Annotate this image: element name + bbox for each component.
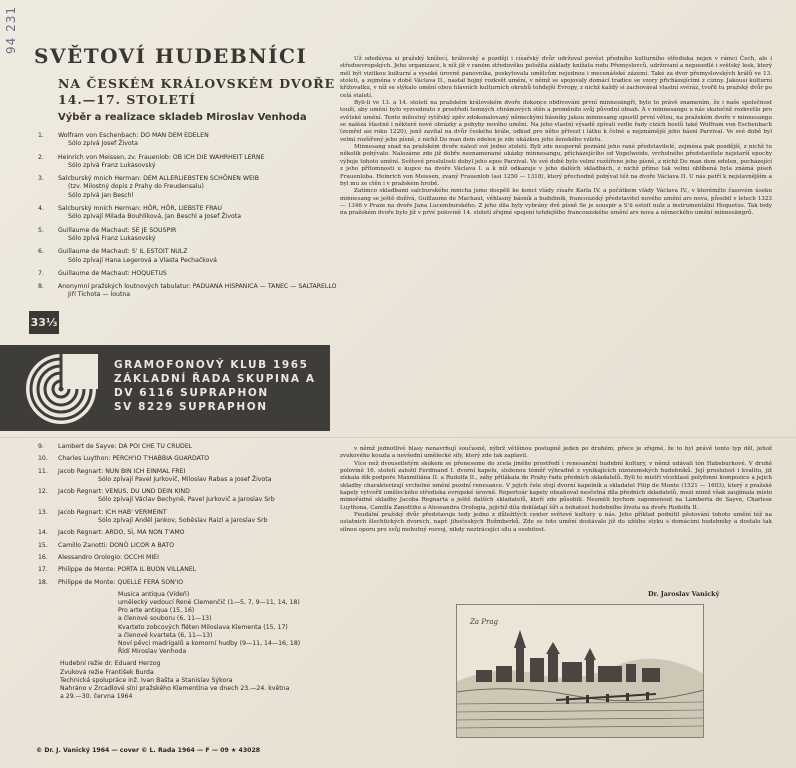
track-item: [38, 175, 338, 200]
track-item: [38, 443, 338, 451]
track-item: [38, 248, 338, 265]
track-title: Charles Luython: PERCH'IO T'HABBIA GUARDATO: [58, 455, 210, 463]
track-number: 16.: [38, 553, 48, 561]
track-performer: Sólo zpívá Jan Beschl: [68, 191, 134, 199]
essay-paragraph: Zatímco skladbami salcburského mnicha jsme dospěli ke konci vlády císaře Karla IV. a počátkem vlády Václava IV., v kterémžto časovém úseku minnesang se ještě dožívá, Guillaume de Machaut, věhlasný básník a hudebník, francouzský představitel nového umění ars nova, působil v letech 1323 — 1346 v Praze na dvoře Jana Lucemburského. Z jeho díla byly vybrány dvě písně Se je souspir a S'il estoit nulz a instrumentální Hoquetus. Tak tedy na pražském dvoře bylo již v prvé polovině 14. století zřejmé spojení tehdejšího francouzského umění ars nova a německého umění minnesängrů.: [340, 188, 772, 217]
track-details: [58, 455, 338, 463]
track-performer: Sólo zpívají Hana Legerová a Vlasta Pechačková: [68, 256, 217, 264]
selection-credit: Výběr a realizace skladeb Miroslav Venhoda: [58, 112, 307, 123]
performer-line: Řídí Miroslav Venhoda: [118, 648, 187, 656]
track-title: Alessandro Orologio: OCCHI MIEI: [58, 553, 159, 561]
production-credits: [38, 660, 338, 701]
track-performer: Sólo zpívají Anděl Jankov, Soběslav Raizl a Jaroslav Srb: [98, 517, 268, 525]
performers-list: [38, 591, 338, 657]
track-number: 5.: [38, 226, 44, 234]
track-details: [58, 542, 338, 550]
track-item: [38, 542, 338, 550]
track-number: 3.: [38, 175, 44, 183]
credit-line: a 29.—30. června 1964: [60, 693, 133, 701]
track-details: [58, 248, 338, 265]
track-title: Philippe de Monte: PORTA IL BUON VILLANEL: [58, 566, 197, 574]
track-title: Jacob Regnart: NUN BIN ICH EINMAL FREI: [58, 467, 186, 475]
author-signature: Dr. Jaroslav Vanický: [648, 590, 720, 598]
track-item: [38, 488, 338, 505]
track-number: 10.: [38, 455, 48, 463]
track-title: Guillaume de Machaut: S' IL ESTOIT NULZ: [58, 248, 188, 256]
track-title: Jacob Regnart: VENUS, DU UND DEIN KIND: [58, 488, 190, 496]
essay-paragraph: Byli-li ve 13. a 14. století na pražském královském dvoře dokonce obdivováni první minnesängři, bylo to právě znamením, že i naše společnost touží, aby umění bylo vyzvednuto z prostředí temných chrámových stěn a proměnilo svůj původní obsah. A v minnesangu u nás skutečně rozkvetlo pro světské umění. Tento milostný rytířský zpěv zdokonalovaný německými básníky jakou minnesang opustil první větou, na pražském dvoře v minnesangu se nalézá šťastně i některé nové obrázky a pohyby nového umění. Na jeho vlastní výsadě zpívali vedle řady cizích hostů také Wolfram von Eschenbach (zemřel asi roku 1220), jenž zavítal na dvůr českého krále, odkud pro něho přivezl i látku k čelné a nejznámější jeho básni Parzival. Ve své době byl velmi rozšířený jeho písně, z nichž Do man dem edelen je zde ukázkou jeho ženského vzletu.: [340, 100, 772, 143]
performer-line: Pro arte antiqua (15, 16): [118, 607, 195, 615]
club-line-2: ZÁKLADNÍ ŘADA SKUPINA A: [114, 373, 316, 385]
performer-line: Kvarteto zobcových fléten Miloslava Klementa (15, 17): [118, 623, 288, 631]
album-title: SVĚTOVÍ HUDEBNÍCI: [34, 44, 308, 68]
rpm-badge: 33⅓: [29, 311, 59, 334]
essay-paragraph: v němž jednotlivé hlasy nenavrhují současně, nýbrž většinou postupně jeden po druhém, přece je zřejmé, že to byl právě tento typ děl, jehož zvukového kouzla a nevšední umělecké síly, který zde tak zaplavil.: [340, 446, 772, 460]
track-performer: Sólo zpívá Franz Lukasovský: [68, 161, 156, 169]
track-details: [58, 468, 338, 485]
track-number: 2.: [38, 153, 44, 161]
track-number: 1.: [38, 132, 44, 139]
track-details: [58, 270, 338, 278]
track-number: 13.: [38, 508, 48, 516]
track-item: [38, 227, 338, 244]
track-item: [38, 554, 338, 562]
track-details: [58, 175, 338, 200]
track-performer: Sólo zpívají Pavel Jurkovič, Miloslav Rabas a Josef Života: [98, 475, 272, 483]
track-details: [58, 443, 338, 451]
track-item: [38, 270, 338, 278]
track-details: [58, 509, 338, 526]
pencil-note: 94 231: [4, 6, 18, 54]
credit-line: Nahráno v Zrcadlové síni pražského Klementina ve dnech 23.—24. května: [60, 685, 290, 693]
track-performer: Sólo zpívají Václav Bechyně, Pavel Jurkovič a Jaroslav Srb: [98, 496, 275, 504]
track-title: Guillaume de Machaut: SE JE SOUSPIR: [58, 226, 177, 234]
club-line-4: SV 8229 SUPRAPHON: [114, 401, 268, 413]
copyright-text: © Dr. J. Vanický 1964 — cover © L. Rada 1964 — F — 09 ★ 43028: [36, 747, 261, 754]
side2-tracklist: [38, 443, 338, 702]
club-line-3: DV 6116 SUPRAPHON: [114, 387, 269, 399]
track-number: 9.: [38, 443, 44, 450]
track-details: [58, 132, 338, 149]
track-details: [58, 205, 338, 222]
track-title: Lambert de Sayve: DA POI CHE TU CRUDEL: [58, 443, 193, 450]
track-number: 8.: [38, 283, 44, 291]
subtitle-line-1: NA ČESKÉM KRÁLOVSKÉM DVOŘE: [58, 76, 336, 91]
essay-paragraph: Už odedávna si pražský knížecí, královský a později i císařský dvůr udržoval pověst předního kulturního střediska nejen v rámci Čech, ale i středoevropských. Jeho organizace, k níž již v raném středověku položila základy knížata rodu Přemyslovců, udržovaní a neposedlé i světský lesk, který měl být vizitkou kulturní a vysoké úrovně panovníka, poskytovala umělcům nejednou i mecenášské zázemí. Také za dvor přemyslovských králů ve 13. století, a zejména v době Václava II., nastal hojný rozkvět umění, v němž se spojovaly domácí tradice se vzory přicházejícími z ciziny. Jakousi kulturní křižovatku, v níž se stýkalo umění obou hlavních kulturních okruhů tehdejší Evropy, z nichž každý si zachovával vlastní svéráz, tvořil tu pražský dvůr po celá staletí.: [340, 56, 772, 99]
track-number: 7.: [38, 269, 44, 277]
track-title: Philippe de Monte: QUELLE FERA SON'IO: [58, 578, 184, 586]
track-number: 6.: [38, 248, 44, 256]
supraphon-logo-icon: [24, 352, 98, 426]
track-performer: Sólo zpívá Franz Lukasovský: [68, 234, 156, 242]
track-number: 15.: [38, 541, 48, 549]
track-title: Guillaume de Machaut: HOQUETUS: [58, 269, 167, 277]
track-performer: Sólo zpívá Josef Života: [68, 140, 138, 148]
footer-copyright: [36, 747, 756, 754]
performer-line: a členové souboru (6, 11—13): [118, 615, 212, 623]
track-performer: (tzv. Milostný dopis z Prahy do Freudensalu): [68, 183, 204, 191]
engraving-caption: Za Prag: [470, 618, 498, 626]
track-item: [38, 529, 338, 537]
track-item: [38, 283, 338, 300]
track-title: Salcburský mnich Herman: DEM ALLERLIEBSTEN SCHÖNEN WEIB: [58, 175, 259, 183]
track-details: [58, 579, 338, 587]
performer-line: Noví pěvci madrigalů a komorní hudby (9—11, 14—16, 18): [118, 640, 301, 648]
track-details: [58, 529, 338, 537]
track-number: 4.: [38, 205, 44, 213]
essay-paragraph: Minnesang snad na pražském dvoře nalezl své jedno století. Byli zde nesporně poznáni jeho rané představitelé, zejména pak pozdější, z nichž tu několik pobývalo. Nalezáme zde již dobře neznamenané ukázky minnesangu, přicházejícího od Vogelweide, vrcholného představitele nejstarší epochy výboje tohoto umění. Světové proslulosti dobyl jeho epos Parzival. Ve své době bylo velmi rozšířeno jeho písně, z nichž Do man dem edelen, pocházející z jeho přítomnosti u kupce na dvoře Václava I. a k níž odkazuje v jeho dalších skladbách, z nichž přímo tak velmi oblíbená byla známá píseň Frauenloba. Heinrich von Meissen, zvaný Frauenlob (asi 1250 — 1318), který přechodně pobýval též na dvoře Václava II. U nás patří k nejslavnějším a byl mu ze ctěn i v pražském hrobě.: [340, 144, 772, 187]
track-title: Heinrich von Meissen, zv. Frauenlob: OB ICH DIE WAHRHEIT LERNE: [58, 153, 265, 161]
track-item: [38, 566, 338, 574]
credit-line: Hudební režie dr. Eduard Herzog: [60, 660, 161, 668]
performer-line: a členové kvarteta (6, 11—13): [118, 631, 213, 639]
track-item: [38, 579, 338, 587]
track-item: [38, 205, 338, 222]
track-title: Wolfram von Eschenbach: DO MAN DEM EDELEN: [58, 132, 209, 139]
track-performer: Sólo zpívají Milada Bouhlíková, Jan Beschl a Josef Života: [68, 213, 241, 221]
track-item: [38, 468, 338, 485]
album-subtitle: [58, 76, 335, 108]
track-details: [58, 227, 338, 244]
track-number: 12.: [38, 488, 48, 496]
prague-engraving: [456, 604, 704, 738]
performer-line: Musica antiqua (Vídeň): [118, 590, 190, 598]
track-number: 17.: [38, 566, 48, 574]
track-number: 11.: [38, 467, 48, 475]
track-title: Camillo Zanotti: DONÒ LICOR A BATO: [58, 541, 175, 549]
track-details: [58, 554, 338, 562]
credit-line: Technická spolupráce inž. Ivan Bašta a Stanislav Sýkora: [60, 676, 233, 684]
track-title: Jacob Regnart: ICH HAB' VERMEINT: [58, 508, 167, 516]
track-item: [38, 132, 338, 149]
club-line-1: GRAMOFONOVÝ KLUB 1965: [114, 359, 309, 371]
track-title: Salcburský mnich Herman: HÖR, HÖR, LIEBSTE FRAU: [58, 205, 222, 213]
track-details: [58, 154, 338, 171]
track-title: Jacob Regnart: ARDO, SÌ, MA NON T'AMO: [58, 529, 185, 537]
side1-tracklist: [38, 132, 338, 305]
club-info: [114, 358, 316, 414]
essay-paragraph: Feudální pražský dvůr představuje tedy jedno z důležitých center světové kultury u nás. Jeho příklad podnítil pěstování tohoto umění též na ostatních šlechtických dvorech, např. jihočeských Rožmberků. Zde se toto umění dostávalo již do užšího styku s domácími hudebníky a dostalo tak silnou oporu pro svůj mohutný rozvoj, nikdy neztrácející sílu a osobitost.: [340, 512, 772, 533]
track-performer: Jiří Tichota — loutna: [68, 291, 131, 299]
fold-line: [0, 437, 796, 438]
track-details: [58, 283, 338, 300]
track-item: [38, 509, 338, 526]
credit-line: Zvuková režie František Burda: [60, 668, 154, 676]
track-number: 14.: [38, 529, 48, 537]
performer-line: umělecký vedoucí René Clemenčič (1—5, 7, 9—11, 14, 18): [118, 599, 300, 607]
track-details: [58, 488, 338, 505]
track-details: [58, 566, 338, 574]
subtitle-line-2: 14.—17. STOLETÍ: [58, 92, 197, 107]
track-title: Anonymní pražských loutnových tabulatur: PADUANA HISPANICA — TANEC — SALTARELLO: [58, 283, 337, 291]
liner-notes-upper: [340, 56, 772, 218]
liner-notes-lower: [340, 446, 772, 534]
track-number: 18.: [38, 578, 48, 586]
track-item: [38, 154, 338, 171]
track-item: [38, 455, 338, 463]
essay-paragraph: Více než dvousetletým skokem se přeneseme do zcela jiného prostředí i renesanční hudební kultury, v němž udávali tón Habsburkové. V druhé polovině 16. století založil Ferdinand I. dvorní kapelu, složenou téměř výhradně z vynikajících nizozemských hudebníků. Její proslulost i kvalitu, již získala dík podpoře Maxmiliána II. a Rudolfa II., záhy přilákala do Prahy řadu předních skladatelů. Byli to mistři vícehlasé polyfonní kompozice a jejich skladby charakterizují vrcholné umění pozdní renesance. V jejich čele stojí dvorní kapelník a skladatel Filip de Monte (1521 — 1603), který z pražské kapely vytvořil uměleckého střediska evropské úrovně. Repertoár kapely obsahoval nesčetná díla předních skladatelů, mezi nimiž však zaujímala místo mimořádné skladby Jacoba Regnarta a ještě dalších skladatelů, kteří zde působili. Nesměli bychom zapomenout na Lamberta de Sayve, Charlese Luythona, Camilla Zanottiho a Alessandra Orologia, jejichž díla dokládají šíři a bohatost hudebního života na dvoře Rudolfa II.: [340, 460, 772, 511]
